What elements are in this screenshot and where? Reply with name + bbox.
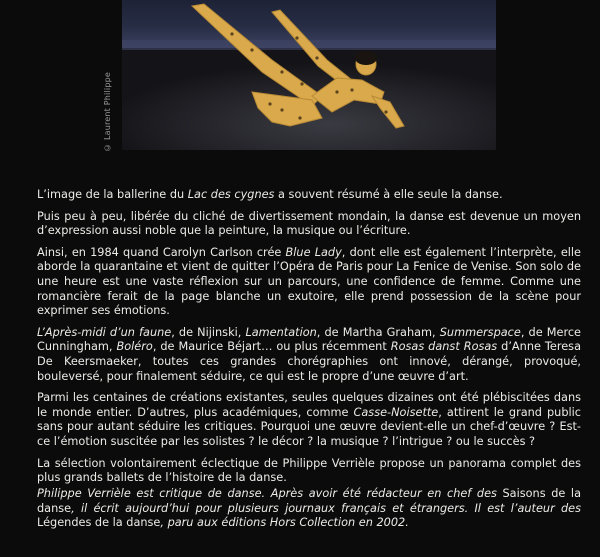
author-bio: Philippe Verrièle est critique de danse. Après avoir été rédacteur en chef des Saisons de la danse, il écrit aujourd’hui pour plusieurs journaux français et étrangers. Il est l’auteur des Légendes de la danse, paru aux éditions Hors Collection en 2002. <box>37 487 581 530</box>
back-cover-text <box>37 188 581 493</box>
paragraph-2: Puis peu à peu, libérée du cliché de divertissement mondain, la danse est devenue un moyen d’expression aussi noble que la peinture, la musique ou l’écriture. <box>37 209 581 238</box>
paragraph-3: Ainsi, en 1984 quand Carolyn Carlson crée Blue Lady, dont elle est également l’interprète, elle aborde la quarantaine et vient de quitter l’Opéra de Paris pour La Fenice de Venise. Son solo de une heure est une vaste réflexion sur un parcours, une confidence de femme. Comme une romancière ferait de la page blanche un exutoire, elle prend possession de la scène pour exprimer ses émotions. <box>37 245 581 318</box>
dancer-figure <box>122 0 496 150</box>
paragraph-5: Parmi les centaines de créations existantes, seules quelques dizaines ont été plébiscitées dans le monde entier. D’autres, plus académiques, comme Casse-Noisette, attirent le grand public sans pour autant séduire les critiques. Pourquoi une œuvre devient-elle un chef-d’œuvre ? Est-ce l’émotion suscitée par les solistes ? le décor ? la musique ? l’intrigue ? ou le succès ? <box>37 391 581 448</box>
paragraph-4: L’Après-midi d’un faune, de Nijinski, Lamentation, de Martha Graham, Summerspace, de Merce Cunningham, Boléro, de Maurice Béjart… ou plus récemment Rosas danst Rosas d’Anne Teresa De Keersmaeker, toutes ces grandes chorégraphies ont innové, dérangé, provoqué, bouleversé, pour finalement séduire, ce qui est le propre d’une œuvre d’art. <box>37 325 582 383</box>
paragraph-1: L’image de la ballerine du Lac des cygnes a souvent résumé à elle seule la danse. <box>37 188 503 201</box>
dancer-photo <box>122 0 496 150</box>
photo-credit: © Laurent Philippe <box>103 72 112 152</box>
paragraph-6: La sélection volontairement éclectique de Philippe Verrièle propose un panorama complet des plus grands ballets de l’histoire de la danse. <box>37 456 581 485</box>
